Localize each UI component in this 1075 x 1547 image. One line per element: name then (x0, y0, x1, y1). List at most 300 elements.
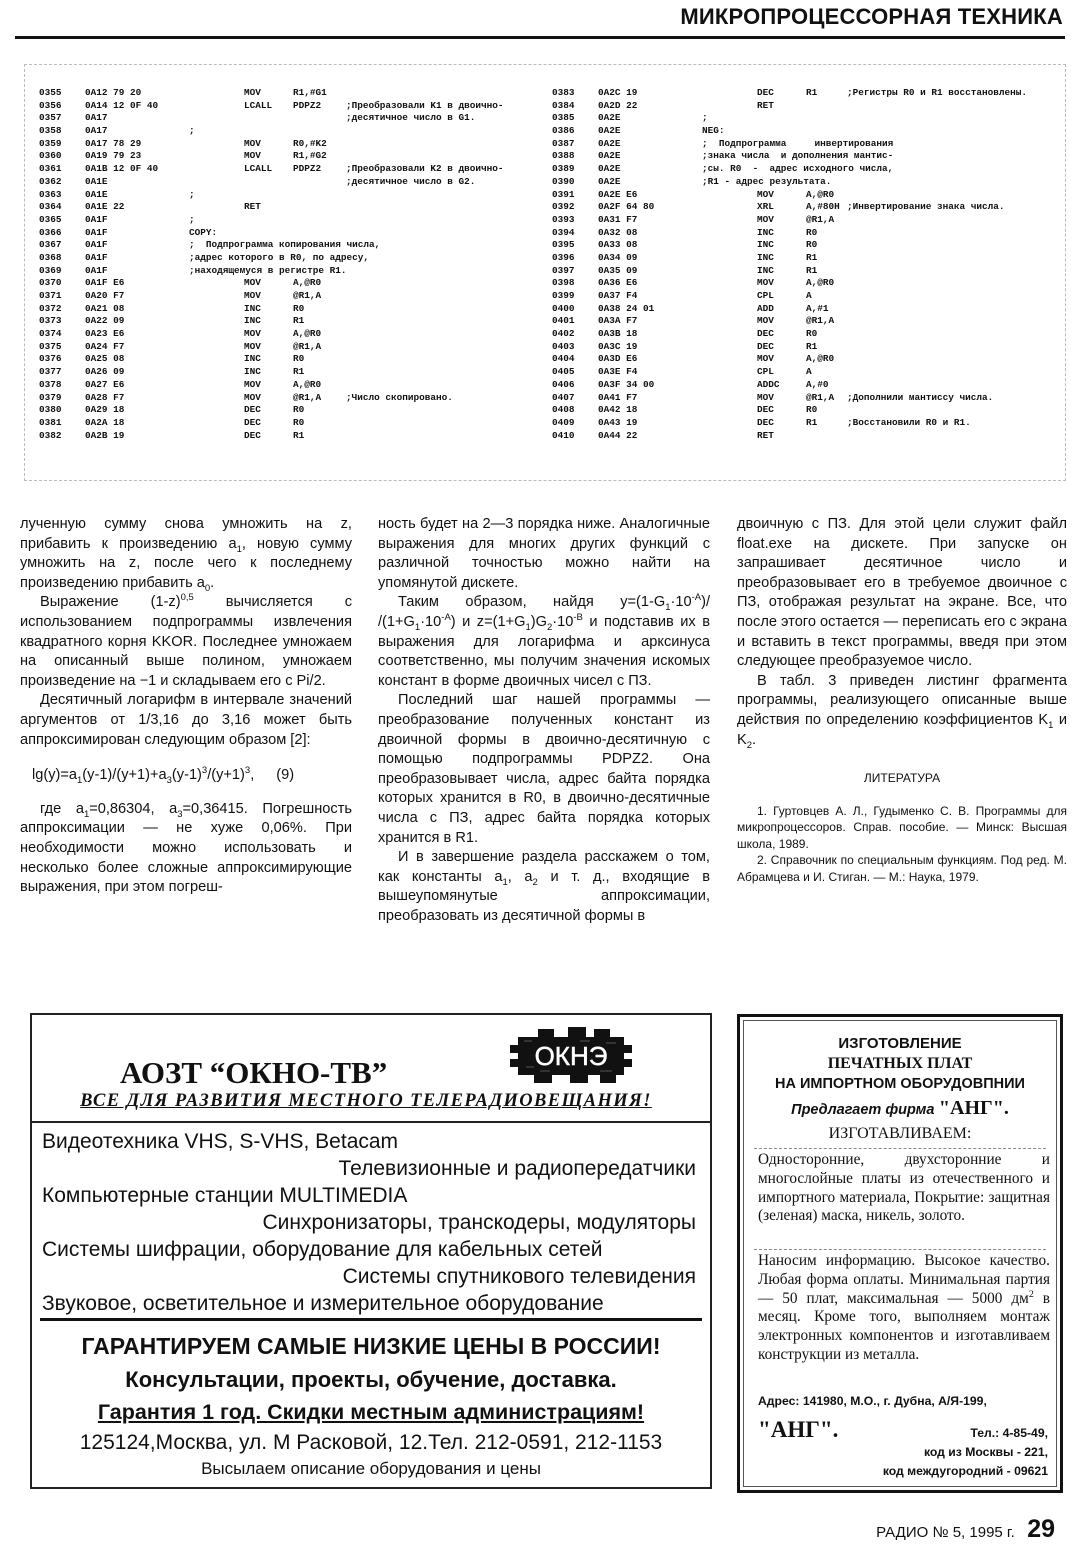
operand: R0 (293, 302, 305, 314)
machine-code: 0A29 18 (85, 404, 125, 416)
opcode: INC (757, 251, 774, 263)
ad-title: АОЗТ “ОКНО-ТВ” (120, 1055, 388, 1090)
operand: A,@R0 (293, 277, 322, 289)
code-line (39, 366, 544, 379)
ad-offer-line (744, 1097, 1056, 1120)
machine-code: 0A37 F4 (598, 290, 638, 301)
machine-code: 0A26 09 (85, 366, 125, 378)
machine-code: 0A32 08 (598, 226, 638, 238)
machine-code: 0A2E (598, 125, 621, 137)
operand: R1,#G1 (293, 87, 327, 98)
opcode: MOV (757, 188, 774, 200)
machine-code: 0A1E (85, 188, 108, 200)
operand: R1 (806, 340, 818, 352)
operand: @R1,A (806, 315, 835, 327)
comment: ;Число скопировано. (346, 391, 453, 403)
line-number: 0365 (39, 213, 62, 225)
ad-address: 125124,Москва, ул. М Расковой, 12.Тел. 212-0591, 212-1153 (79, 1431, 663, 1454)
ad-okno-tv (30, 1013, 712, 1489)
opcode: DEC (757, 328, 774, 340)
machine-code: 0A43 19 (598, 416, 638, 428)
operand: A,@R0 (293, 328, 322, 340)
operand: A,@R0 (806, 277, 835, 289)
code-line (552, 303, 1057, 316)
machine-code: 0A42 18 (598, 404, 638, 416)
operand: R1 (806, 251, 818, 263)
divider (32, 1121, 710, 1123)
product-line: Звуковое, осветительное и измерительное оборудование (42, 1292, 604, 1315)
line-number: 0357 (39, 112, 62, 124)
machine-code: 0A14 12 0F 40 (85, 99, 159, 111)
line-number: 0404 (552, 353, 575, 365)
opcode: INC (244, 302, 261, 314)
paragraph: Таким образом, найдя $y=(1-G_1\cdot 10^{-A})/$ $/(1+G_1\cdot 10^{-A})$ и $z=(1+G_1)G_2\cdot 10^{-B}$ и подставив их в выражения для логарифма и арксинуса соответственно, мы получим значения искомых констант в форме двоичных чисел с ПЗ. (378, 592, 710, 689)
section-header-title: МИКРОПРОЦЕССОРНАЯ ТЕХНИКА (680, 4, 1063, 29)
operand: R0 (293, 416, 305, 428)
line-number: 0355 (39, 87, 62, 98)
divider (754, 1249, 1046, 1250)
ad-body-text: Наносим информацию. Высокое качество. Любая форма оплаты. Минимальная партия — 50 плат, максимальная — 5000 $дм^2$ в месяц. Кроме того, выполняем монтаж электронных компонентов и изготавливаем конструкции из металла. (758, 1252, 1050, 1363)
comment: ;Дополнили мантиссу числа. (847, 391, 994, 403)
code-line (552, 341, 1057, 354)
ad-guarantee: Гарантия 1 год. Скидки местным администрациям! (97, 1400, 645, 1424)
machine-code: 0A2E (598, 163, 621, 175)
operand: A,#1 (806, 302, 829, 314)
machine-code: 0A33 08 (598, 239, 638, 251)
comment: ;десятичное число в G1. (346, 112, 476, 124)
operand: A,@R0 (806, 188, 835, 200)
line-number: 0356 (39, 99, 62, 111)
machine-code: 0A20 F7 (85, 290, 125, 301)
code-line (39, 189, 544, 202)
opcode: RET (244, 201, 261, 213)
opcode: DEC (757, 416, 774, 428)
machine-code: 0A3D E6 (598, 353, 638, 365)
label-or-comment: ; (189, 125, 195, 137)
machine-code: 0A2E E6 (598, 188, 638, 200)
ad-services: Консультации, проекты, обучение, доставка. (125, 1367, 617, 1392)
opcode: MOV (244, 137, 261, 149)
opcode: MOV (757, 353, 774, 365)
opcode: MOV (244, 340, 261, 352)
divider (754, 1148, 1046, 1149)
line-number: 0380 (39, 404, 62, 416)
code-line (552, 392, 1057, 405)
line-number: 0386 (552, 125, 575, 137)
code-line (39, 125, 544, 138)
line-number: 0375 (39, 340, 62, 352)
code-line (552, 150, 1057, 163)
code-line (552, 163, 1057, 176)
line-number: 0370 (39, 277, 62, 289)
opcode: MOV (244, 150, 261, 162)
ad-firm-logo: "АНГ". (758, 1417, 839, 1442)
line-number: 0395 (552, 239, 575, 251)
code-line (39, 303, 544, 316)
line-number: 0406 (552, 378, 575, 390)
label-or-comment: ; (702, 112, 708, 124)
line-number: 0401 (552, 315, 575, 327)
comment: ;Инвертирование знака числа. (847, 201, 1005, 213)
code-line (552, 417, 1057, 430)
machine-code: 0A23 E6 (85, 328, 125, 340)
line-number: 0379 (39, 391, 62, 403)
line-number: 0358 (39, 125, 62, 137)
operand: @R1,A (293, 391, 322, 403)
opcode: MOV (244, 391, 261, 403)
line-number: 0384 (552, 99, 575, 111)
label-or-comment: ;знака числа и дополнения мантис- (702, 150, 894, 162)
code-line (39, 404, 544, 417)
machine-code: 0A1F (85, 264, 108, 276)
line-number: 0366 (39, 226, 62, 238)
machine-code: 0A19 79 23 (85, 150, 142, 162)
machine-code: 0A38 24 01 (598, 302, 655, 314)
code-line (552, 201, 1057, 214)
machine-code: 0A34 09 (598, 251, 638, 263)
operand: A,@R0 (806, 353, 835, 365)
code-line (39, 353, 544, 366)
paragraph: лученную сумму снова умножить на z, прибавить к произведению $a_1$, новую сумму умножить на z, после чего к последнему произведению прибавить $a_0$. (20, 516, 352, 594)
line-number: 0362 (39, 175, 62, 187)
ad-prices-headline: ГАРАНТИРУЕМ САМЫЕ НИЗКИЕ ЦЕНЫ В РОССИИ! (81, 1333, 661, 1359)
comment: ;Преобразовали K2 в двоично- (346, 163, 504, 175)
machine-code: 0A24 F7 (85, 340, 125, 352)
code-line (39, 100, 544, 113)
formula-9: $\lg(y)=a_1(y-1)/(y+1)+a_3(y-1)^3/(y+1)^3$, (9) (32, 765, 295, 787)
code-line (552, 430, 1057, 443)
opcode: INC (757, 264, 774, 276)
operand: R0 (293, 353, 305, 365)
ad-code-moscow: код из Москвы - 221, (923, 1445, 1048, 1459)
opcode: XRL (757, 201, 774, 213)
line-number: 0387 (552, 137, 575, 149)
article-column-3 (737, 515, 1067, 885)
code-line (39, 138, 544, 151)
code-line (39, 163, 544, 176)
line-number: 0402 (552, 328, 575, 340)
code-line (39, 430, 544, 443)
machine-code: 0A1F (85, 226, 108, 238)
line-number: 0399 (552, 290, 575, 301)
reference-item: 2. Справочник по специальным функциям. Под ред. М. Абрамцева и И. Стиган. — М.: Наука, 1979. (737, 853, 1067, 884)
opcode: ADD (757, 302, 774, 314)
machine-code: 0A3A F7 (598, 315, 638, 327)
line-number: 0377 (39, 366, 62, 378)
paragraph: где $a_1=0,86304$, $a_3=0,36415$. Погрешность аппроксимации — не хуже 0,06%. При необходимости можно использовать и несколько более сложные аппроксимирующие выражения, при этом погреш- (20, 800, 352, 896)
opcode: INC (757, 239, 774, 251)
operand: R1,#G2 (293, 150, 327, 162)
opcode: MOV (757, 277, 774, 289)
opcode: DEC (757, 87, 774, 98)
opcode: INC (757, 226, 774, 238)
operand: A,#0 (806, 378, 829, 390)
paragraph: Десятичный логарифм в интервале значений аргументов от 1/3,16 до 3,16 может быть аппроксимирован следующим образом [2]: (20, 692, 352, 748)
label-or-comment: ; (189, 213, 195, 225)
machine-code: 0A1F (85, 213, 108, 225)
code-line (39, 227, 544, 240)
code-column-left (39, 87, 544, 442)
line-number: 0364 (39, 201, 62, 213)
line-number: 0400 (552, 302, 575, 314)
line-number: 0403 (552, 340, 575, 352)
operand: PDPZ2 (293, 99, 322, 111)
operand: A,#80H (806, 201, 840, 213)
machine-code: 0A36 E6 (598, 277, 638, 289)
ad-contacts (883, 1424, 1048, 1481)
code-line (39, 150, 544, 163)
line-number: 0369 (39, 264, 62, 276)
code-line (552, 176, 1057, 189)
paragraph: Выражение $(1-z)^{0,5}$ вычисляется с использованием подпрограммы извлечения квадратного корня KKOR. Последнее умножаем на описанный выше полином, умножаем произведение на −1 и складываем его с Pi/2. (20, 592, 352, 689)
machine-code: 0A3E F4 (598, 366, 638, 378)
machine-code: 0A2B 19 (85, 429, 125, 441)
operand: R1 (806, 416, 818, 428)
references-title: ЛИТЕРАТУРА (863, 771, 941, 786)
code-line (39, 277, 544, 290)
machine-code: 0A1F (85, 251, 108, 263)
publication-info: РАДИО № 5, 1995 г. (876, 1524, 1015, 1541)
opcode: MOV (244, 87, 261, 98)
line-number: 0363 (39, 188, 62, 200)
opcode: CPL (757, 366, 774, 378)
code-line (39, 392, 544, 405)
code-line (552, 87, 1057, 100)
page-number: 29 (1027, 1515, 1055, 1543)
divider (40, 1318, 702, 1321)
machine-code: 0A31 F7 (598, 213, 638, 225)
opcode: DEC (757, 404, 774, 416)
opcode: ADDC (757, 378, 780, 390)
machine-code: 0A1E (85, 175, 108, 187)
machine-code: 0A3F 34 00 (598, 378, 655, 390)
machine-code: 0A44 22 (598, 429, 638, 441)
machine-code: 0A1F (85, 239, 108, 251)
code-line (552, 379, 1057, 392)
machine-code: 0A3C 19 (598, 340, 638, 352)
line-number: 0396 (552, 251, 575, 263)
operand: A (806, 290, 812, 301)
ad-send-info: Высылаем описание оборудования и цены (201, 1459, 541, 1478)
operand: A,@R0 (293, 378, 322, 390)
ad-make-label: ИЗГОТАВЛИВАЕМ: (828, 1125, 972, 1142)
comment: ;Преобразовали K1 в двоично- (346, 99, 504, 111)
code-line (39, 265, 544, 278)
operand: R1 (293, 366, 305, 378)
machine-code: 0A1E 22 (85, 201, 125, 213)
operand: R0 (806, 404, 818, 416)
formula-number: (9) (276, 767, 295, 784)
opcode: MOV (757, 315, 774, 327)
machine-code: 0A22 09 (85, 315, 125, 327)
ad-code-intercity: код междугородний - 09621 (882, 1464, 1048, 1478)
operand: @R1,A (806, 213, 835, 225)
product-line: Компьютерные станции MULTIMEDIA (42, 1184, 408, 1207)
line-number: 0398 (552, 277, 575, 289)
line-number: 0381 (39, 416, 62, 428)
operand: R1 (293, 315, 305, 327)
label-or-comment: NEG: (702, 125, 725, 137)
label-or-comment: ; Подпрограмма копирования числа, (189, 239, 381, 251)
code-line (552, 277, 1057, 290)
opcode: LCALL (244, 163, 273, 175)
code-line (552, 112, 1057, 125)
ad-address: Адрес: 141980, М.О., г. Дубна, А/Я-199, (758, 1394, 987, 1408)
machine-code: 0A25 08 (85, 353, 125, 365)
code-line (39, 341, 544, 354)
line-number: 0373 (39, 315, 62, 327)
machine-code: 0A2C 19 (598, 87, 638, 98)
line-number: 0359 (39, 137, 62, 149)
line-number: 0368 (39, 251, 62, 263)
ad-slogan: ВСЕ ДЛЯ РАЗВИТИЯ МЕСТНОГО ТЕЛЕРАДИОВЕЩАНИЯ! (80, 1091, 652, 1111)
code-line (552, 125, 1057, 138)
line-number: 0410 (552, 429, 575, 441)
paragraph: ность будет на 2—3 порядка ниже. Аналогичные выражения для многих других функций с различной точностью можно найти на упомянутой дискете. (378, 516, 710, 591)
opcode: MOV (244, 378, 261, 390)
label-or-comment: ;сы. R0 - адрес исходного числа, (702, 163, 894, 175)
article-column-1 (20, 515, 352, 898)
label-or-comment: ;находящемуся в регистре R1. (189, 264, 347, 276)
opcode: MOV (757, 213, 774, 225)
code-line (552, 138, 1057, 151)
line-number: 0389 (552, 163, 575, 175)
line-number: 0409 (552, 416, 575, 428)
machine-code: 0A2E (598, 175, 621, 187)
comment: ;Восстановили R0 и R1. (847, 416, 971, 428)
opcode: MOV (244, 277, 261, 289)
operand: A (806, 366, 812, 378)
paragraph: двоичную с ПЗ. Для этой цели служит файл float.exe на дискете. При запуске он запрашивает десятичное число и преобразовывает его в требуемое двоичное с ПЗ, отображая результат на экране. Все, что после этого остается — переписать его с экрана и вставить в текст программы, введя при этом следующее преобразуемое число. (737, 516, 1067, 670)
code-line (39, 112, 544, 125)
paragraph: И в завершение раздела расскажем о том, как константы $a_1$, $a_2$ и т. д., входящие в вышеупомянутые аппроксимации, преобразовать из десятичной формы в (378, 849, 710, 924)
line-number: 0367 (39, 239, 62, 251)
label-or-comment: ; Подпрограмма инвертирования (702, 137, 894, 149)
opcode: INC (244, 353, 261, 365)
code-line (552, 353, 1057, 366)
code-line (552, 227, 1057, 240)
line-number: 0371 (39, 290, 62, 301)
page-footer (876, 1515, 1055, 1544)
machine-code: 0A2E (598, 137, 621, 149)
machine-code: 0A12 79 20 (85, 87, 142, 98)
product-line: Видеотехника VHS, S-VHS, Betacam (42, 1130, 399, 1153)
line-number: 0376 (39, 353, 62, 365)
opcode: DEC (244, 404, 261, 416)
machine-code: 0A21 08 (85, 302, 125, 314)
code-line (552, 315, 1057, 328)
operand: R0 (806, 226, 818, 238)
code-line (552, 100, 1057, 113)
paragraph: В табл. 3 приведен листинг фрагмента программы, реализующего описанные выше действия по определению коэффициентов $K_1$ и $K_2$. (737, 672, 1067, 751)
code-line (39, 417, 544, 430)
opcode: MOV (757, 391, 774, 403)
ad-body-text: Односторонние, двухсторонние и многослойные платы из отечественного и импортного материала, Покрытие: защитная (зеленая) маска, никель, золото. (758, 1151, 1050, 1225)
operand: R0 (806, 328, 818, 340)
label-or-comment: ; (189, 188, 195, 200)
line-number: 0394 (552, 226, 575, 238)
opcode: RET (757, 429, 774, 441)
opcode: DEC (757, 340, 774, 352)
opcode: INC (244, 366, 261, 378)
line-number: 0361 (39, 163, 62, 175)
operand: R0 (293, 404, 305, 416)
code-line (39, 239, 544, 252)
opcode: MOV (244, 328, 261, 340)
line-number: 0393 (552, 213, 575, 225)
ad-offer-text: Предлагает фирма (791, 1102, 935, 1118)
line-number: 0390 (552, 175, 575, 187)
line-number: 0405 (552, 366, 575, 378)
line-number: 0385 (552, 112, 575, 124)
line-number: 0378 (39, 378, 62, 390)
machine-code: 0A1F E6 (85, 277, 125, 289)
machine-code: 0A27 E6 (85, 378, 125, 390)
svg-text:ОКНЭ: ОКНЭ (534, 1041, 608, 1071)
opcode: MOV (244, 290, 261, 301)
code-line (552, 239, 1057, 252)
code-line (39, 328, 544, 341)
article-column-2 (378, 515, 710, 926)
line-number: 0372 (39, 302, 62, 314)
machine-code: 0A2D 22 (598, 99, 638, 111)
machine-code: 0A41 F7 (598, 391, 638, 403)
operand: R0 (806, 239, 818, 251)
ad-firm-name: "АНГ". (938, 1097, 1009, 1119)
machine-code: 0A1B 12 0F 40 (85, 163, 159, 175)
code-line (39, 315, 544, 328)
machine-code: 0A2F 64 80 (598, 201, 655, 213)
operand: R1 (806, 87, 818, 98)
operand: R0,#K2 (293, 137, 327, 149)
line-number: 0382 (39, 429, 62, 441)
comment: ;десятичное число в G2. (346, 175, 476, 187)
ad-ang (737, 1014, 1063, 1493)
label-or-comment: COPY: (189, 226, 218, 238)
code-line (39, 252, 544, 265)
code-line (552, 290, 1057, 303)
machine-code: 0A17 78 29 (85, 137, 142, 149)
product-line: Телевизионные и радиопередатчики (338, 1157, 696, 1180)
product-line: Системы спутникового телевидения (342, 1265, 696, 1288)
machine-code: 0A2A 18 (85, 416, 125, 428)
code-line (39, 201, 544, 214)
opcode: DEC (244, 429, 261, 441)
references (737, 770, 1067, 885)
ad-heading-line: ПЕЧАТНЫХ ПЛАТ (827, 1055, 973, 1072)
operand: PDPZ2 (293, 163, 322, 175)
reference-item: 1. Гуртовцев А. Л., Гудыменко С. В. Программы для микропроцессоров. Справ. пособие. — Минск: Высшая школа, 1989. (737, 803, 1067, 851)
line-number: 0408 (552, 404, 575, 416)
code-line (552, 366, 1057, 379)
opcode: INC (244, 315, 261, 327)
okno-logo-icon (510, 1027, 632, 1083)
ad-phone: Тел.: 4-85-49, (970, 1426, 1048, 1440)
opcode: RET (757, 99, 774, 111)
code-line (39, 176, 544, 189)
paragraph: Последний шаг нашей программы — преобразование полученных констант из двоичной формы в двоично-десятичную с помощью подпрограммы PDPZ2. Она преобразовывает числа, адрес байта порядка которых хранится в R0, в двоично-десятичные числа с ПЗ, адрес байта порядка которых хранится в R1. (378, 692, 710, 846)
header-rule (15, 36, 1065, 39)
operand: @R1,A (293, 290, 322, 301)
code-column-right (552, 87, 1057, 442)
code-line (39, 379, 544, 392)
code-line (552, 189, 1057, 202)
comment: ;Регистры R0 и R1 восстановлены. (847, 87, 1028, 98)
operand: @R1,A (806, 391, 835, 403)
code-line (39, 87, 544, 100)
operand: R1 (806, 264, 818, 276)
machine-code: 0A28 F7 (85, 391, 125, 403)
